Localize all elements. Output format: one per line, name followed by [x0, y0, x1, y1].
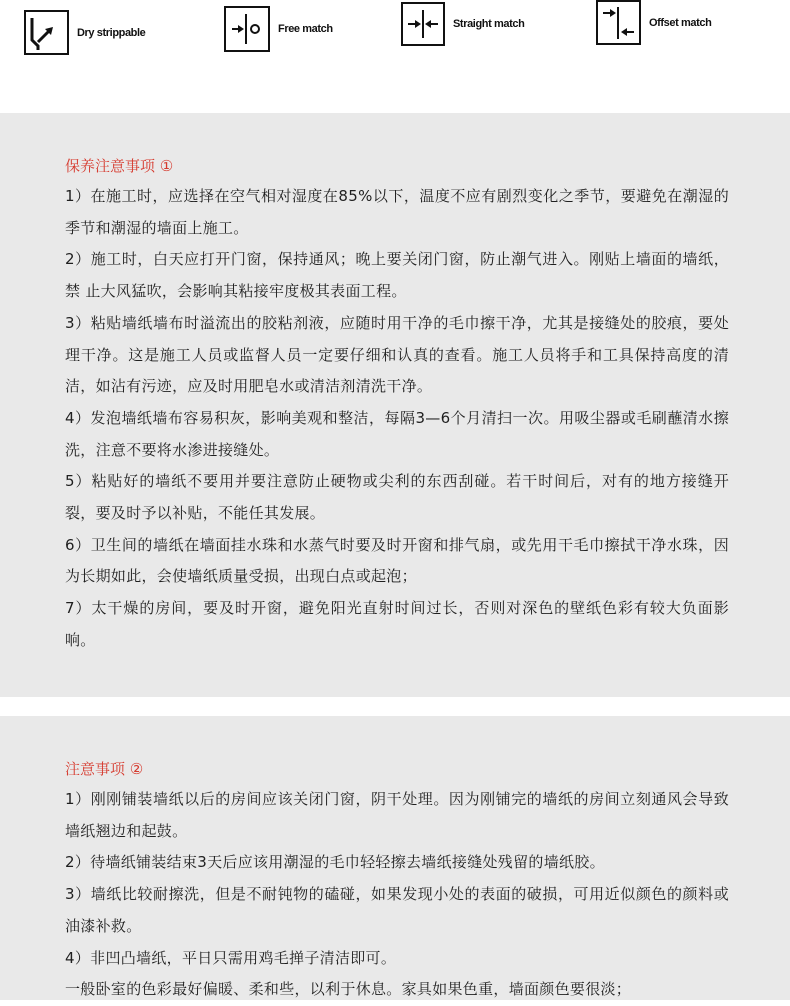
maintenance-panel-1	[0, 113, 790, 697]
symbol-label: Free match	[278, 23, 333, 35]
list-item: 1）刚刚铺装墙纸以后的房间应该关闭门窗，阴干处理。因为刚铺完的墙纸的房间立刻通风会导致墙纸翘边和起鼓。	[65, 790, 729, 840]
free-match-icon	[224, 6, 270, 52]
symbol-label: Straight match	[453, 18, 525, 30]
symbol-dry-strippable	[24, 10, 145, 55]
straight-match-icon	[401, 2, 445, 46]
section-title: 注意事项 ②	[65, 760, 144, 778]
section-body	[65, 784, 729, 1006]
symbol-label: Offset match	[649, 16, 712, 29]
list-item: 2）施工时，白天应打开门窗，保持通风；晚上要关闭门窗，防止潮气进入。刚贴上墙面的墙纸，禁 止大风猛吹，会影响其粘接牢度极其表面工程。	[65, 250, 729, 301]
list-item: 2）待墙纸铺装结束3天后应该用潮湿的毛巾轻轻擦去墙纸接缝处残留的墙纸胶。	[65, 853, 605, 872]
list-item: 3）墙纸比较耐擦洗，但是不耐钝物的磕碰，如果发现小处的表面的破损，可用近似颜色的颜料或油漆补救。	[65, 885, 729, 935]
symbol-legend	[0, 0, 790, 110]
section-title: 保养注意事项 ①	[65, 157, 174, 175]
list-item: 3）粘贴墙纸墙布时溢流出的胶粘剂液，应随时用干净的毛巾擦干净，尤其是接缝处的胶痕，要处理干净。这是施工人员或监督人员一定要仔细和认真的查看。施工人员将手和工具保持高度的清洁，如沾有污迹，应及时用肥皂水或清洁剂清洗干净。	[65, 313, 729, 396]
symbol-straight-match	[401, 2, 524, 46]
list-item: 5）粘贴好的墙纸不要用并要注意防止硬物或尖利的东西刮碰。若干时间后，对有的地方接缝开裂，要及时予以补贴，不能任其发展。	[65, 472, 729, 523]
section-body	[65, 181, 729, 657]
maintenance-panel-2	[0, 716, 790, 1000]
list-item: 6）卫生间的墙纸在墙面挂水珠和水蒸气时要及时开窗和排气扇，或先用干毛巾擦拭干净水珠，因为长期如此，会使墙纸质量受损，出现白点或起泡；	[65, 535, 729, 586]
list-item: 4）非凹凸墙纸，平日只需用鸡毛掸子清洁即可。	[65, 948, 397, 967]
symbol-free-match	[224, 6, 333, 52]
symbol-offset-match	[596, 0, 711, 45]
symbol-label: Dry strippable	[77, 26, 146, 39]
dry-strippable-icon	[24, 10, 69, 55]
list-item: 4）发泡墙纸墙布容易积灰，影响美观和整洁，每隔3—6个月清扫一次。用吸尘器或毛刷蘸清水擦洗，注意不要将水渗进接缝处。	[65, 408, 729, 459]
list-item: 7）太干燥的房间，要及时开窗，避免阳光直射时间过长，否则对深色的壁纸色彩有较大负面影响。	[65, 599, 729, 649]
list-item: 一般卧室的色彩最好偏暖、柔和些，以利于休息。家具如果色重，墙面颜色要很淡；	[65, 980, 632, 999]
list-item: 1）在施工时，应选择在空气相对湿度在85%以下，温度不应有剧烈变化之季节，要避免在潮湿的季节和潮湿的墙面上施工。	[65, 187, 729, 237]
offset-match-icon	[596, 0, 641, 45]
